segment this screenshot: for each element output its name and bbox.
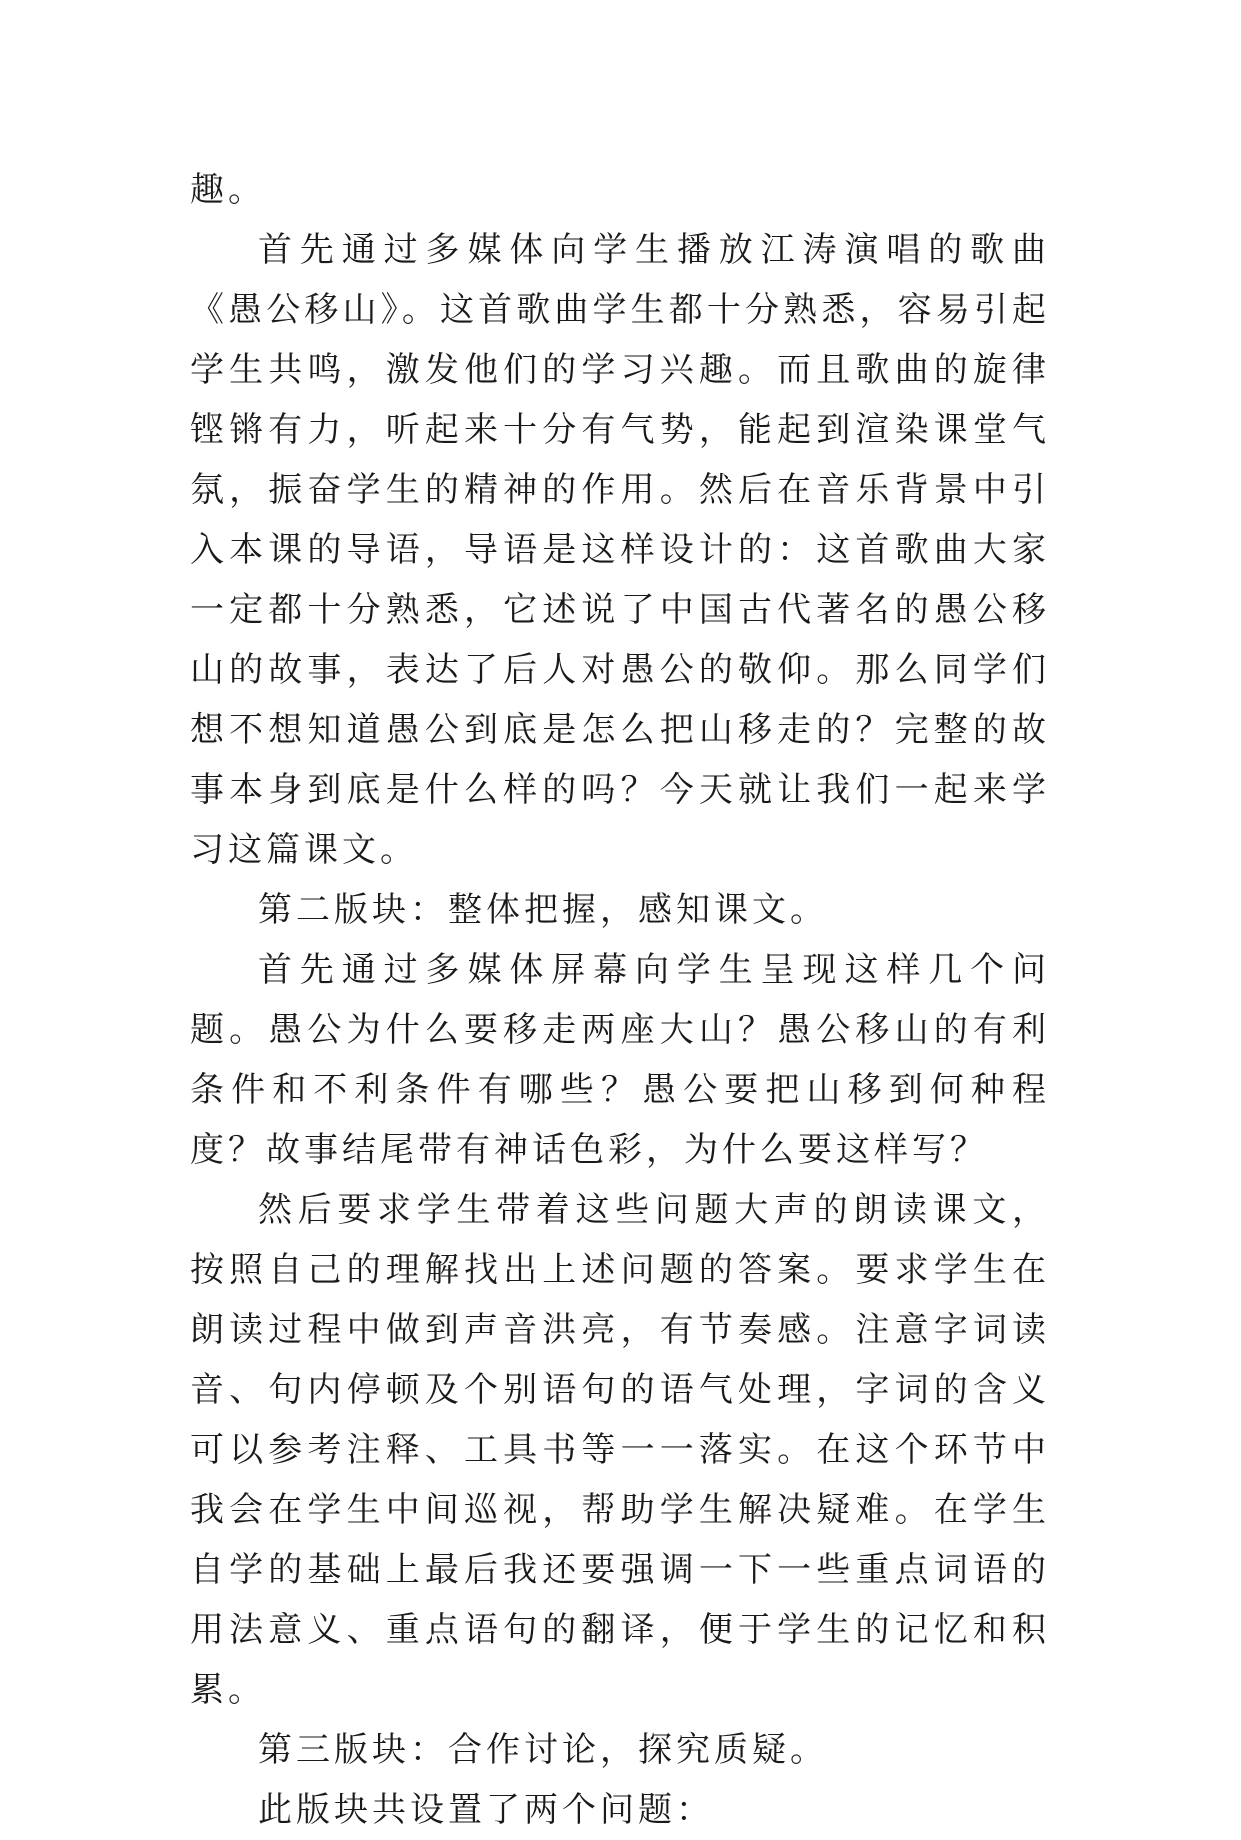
paragraph-5: 此版块共设置了两个问题： — [258, 1790, 714, 1830]
paragraph-1: 趣。 — [190, 170, 266, 210]
section-heading-2: 第二版块：整体把握，感知课文。 — [258, 890, 828, 930]
paragraph-4: 然后要求学生带着这些问题大声的朗读课文，按照自己的理解找出上述问题的答案。要求学生在朗读过程中做到声音洪亮，有节奏感。注意字词读音、句内停顿及个别语句的语气处理，字词的含义可以参考注释、工具书等一一落实。在这个环节中我会在学生中间巡视，帮助学生解决疑难。在学生自学的基础上最后我还要强调一下一些重点词语的用法意义、重点语句的翻译，便于学生的记忆和积累。 — [190, 1190, 1050, 1710]
document-body — [190, 160, 1050, 1840]
paragraph-2: 首先通过多媒体向学生播放江涛演唱的歌曲《愚公移山》。这首歌曲学生都十分熟悉，容易引起学生共鸣，激发他们的学习兴趣。而且歌曲的旋律铿锵有力，听起来十分有气势，能起到渲染课堂气氛，振奋学生的精神的作用。然后在音乐背景中引入本课的导语，导语是这样设计的：这首歌曲大家一定都十分熟悉，它述说了中国古代著名的愚公移山的故事，表达了后人对愚公的敬仰。那么同学们想不想知道愚公到底是怎么把山移走的？完整的故事本身到底是什么样的吗？今天就让我们一起来学习这篇课文。 — [190, 230, 1050, 870]
paragraph-3: 首先通过多媒体屏幕向学生呈现这样几个问题。愚公为什么要移走两座大山？愚公移山的有利条件和不利条件有哪些？愚公要把山移到何种程度？故事结尾带有神话色彩，为什么要这样写？ — [190, 950, 1050, 1170]
section-heading-3: 第三版块：合作讨论，探究质疑。 — [258, 1730, 828, 1770]
